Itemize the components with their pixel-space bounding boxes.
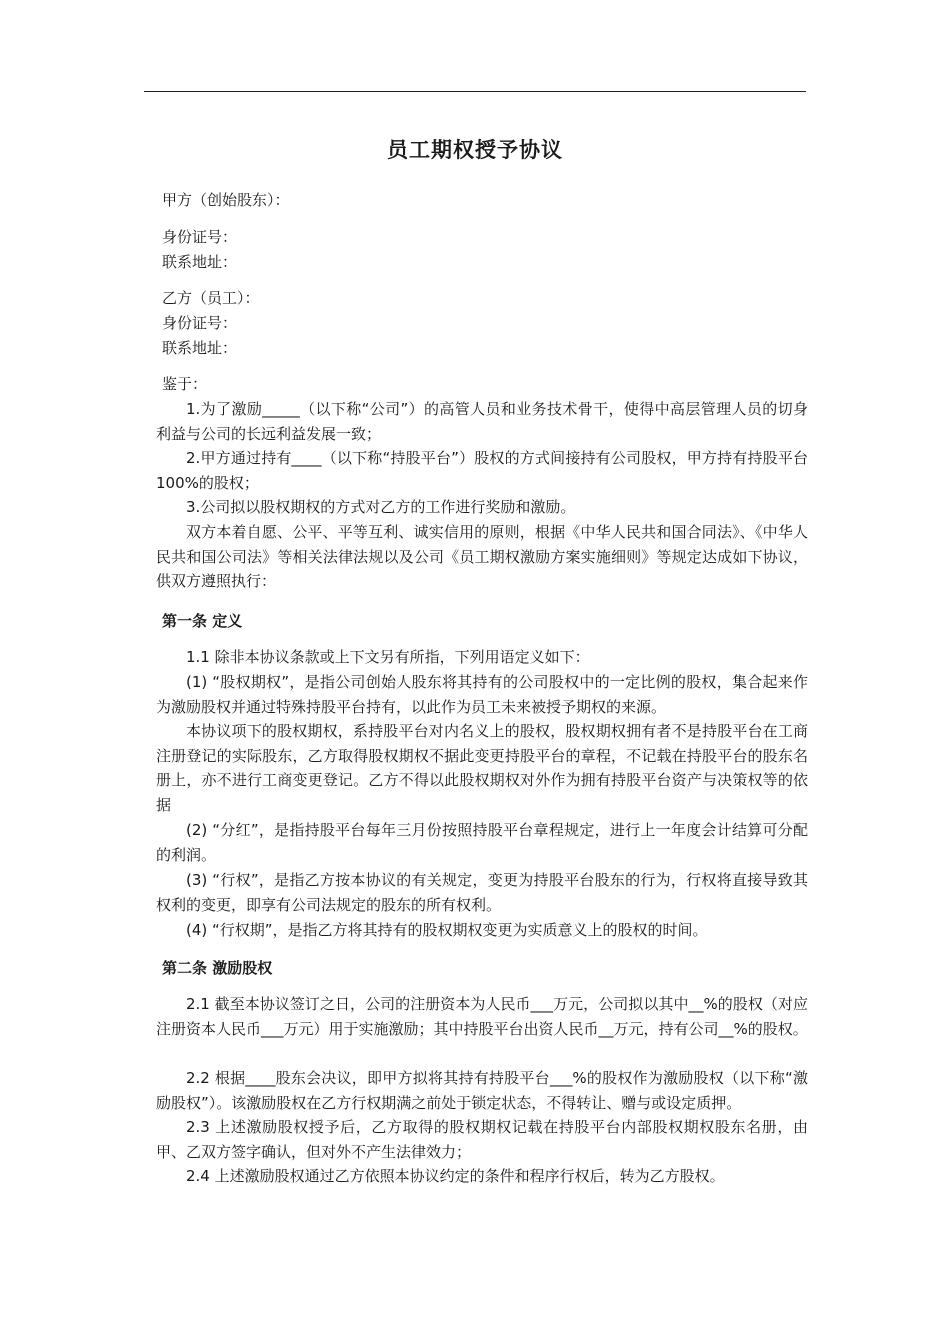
article-2-paragraph: 2.4 上述激励股权通过乙方依照本协议约定的条件和程序行权后，转为乙方股权。: [186, 1167, 725, 1185]
article-2-paragraph: 2.2 根据____股东会决议，即甲方拟将其持有持股平台___%的股权作为激励股权（以下称“激励股权”）。该激励股权在乙方行权期满之前处于锁定状态，不得转让、赠与或设定质押。: [156, 1069, 808, 1112]
header-rule: [144, 91, 806, 92]
article-2-heading: 第二条 激励股权: [162, 959, 273, 977]
whereas-label: 鉴于：: [162, 375, 208, 393]
article-1-paragraph: 本协议项下的股权期权，系持股平台对内名义上的股权，股权期权拥有者不是持股平台在工商注册登记的实际股东，乙方取得股权期权不据此变更持股平台的章程，不记载在持股平台的股东名册上，亦不进行工商变更登记。乙方不得以此股权期权对外作为拥有持股平台资产与决策权等的依据: [156, 722, 808, 814]
article-2-paragraph: 2.3 上述激励股权授予后，乙方取得的股权期权记载在持股平台内部股权期权股东名册，由甲、乙双方签字确认，但对外不产生法律效力；: [156, 1118, 808, 1161]
article-1-paragraph: (2) “分红”，是指持股平台每年三月份按照持股平台章程规定，进行上一年度会计结算可分配的利润。: [156, 821, 808, 864]
party-a-label: 甲方（创始股东）：: [162, 191, 290, 209]
party-b-id: 身份证号：: [162, 314, 238, 332]
party-b-address: 联系地址：: [162, 339, 238, 357]
whereas-item: 3.公司拟以股权期权的方式对乙方的工作进行奖励和激励。: [186, 498, 576, 516]
party-a-id: 身份证号：: [162, 228, 238, 246]
document-title: 员工期权授予协议: [387, 138, 563, 162]
article-1-paragraph: (1) “股权期权”，是指公司创始人股东将其持有的公司股权中的一定比例的股权，集合起来作为激励股权并通过特殊持股平台持有，以此作为员工未来被授予期权的来源。: [156, 673, 808, 716]
whereas-item: 2.甲方通过持有____（以下称“持股平台”）股权的方式间接持有公司股权，甲方持有持股平台 100%的股权；: [156, 449, 808, 492]
party-a-address: 联系地址：: [162, 253, 238, 271]
article-1-paragraph: (3) “行权”，是指乙方按本协议的有关规定，变更为持股平台股东的行为，行权将直接导致其权利的变更，即享有公司法规定的股东的所有权利。: [156, 871, 808, 914]
article-1-paragraph: (4) “行权期”，是指乙方将其持有的股权期权变更为实质意义上的股权的时间。: [186, 921, 708, 939]
whereas-consensus: 双方本着自愿、公平、平等互利、诚实信用的原则，根据《中华人民共和国合同法》、《中华人民共和国公司法》等相关法律法规以及公司《员工期权激励方案实施细则》等规定达成如下协议，供双方遵照执行：: [156, 523, 808, 591]
party-b-label: 乙方（员工）：: [162, 289, 260, 307]
article-1-paragraph: 1.1 除非本协议条款或上下文另有所指，下列用语定义如下：: [186, 648, 590, 666]
article-2-paragraph: 2.1 截至本协议签订之日，公司的注册资本为人民币___万元，公司拟以其中__%的股权（对应注册资本人民币___万元）用于实施激励；其中持股平台出资人民币__万元，持有公司__%的股权。: [156, 995, 808, 1038]
whereas-item: 1.为了激励_____（以下称“公司”）的高管人员和业务技术骨干，使得中高层管理人员的切身利益与公司的长远利益发展一致；: [156, 400, 808, 443]
article-1-heading: 第一条 定义: [162, 612, 243, 630]
